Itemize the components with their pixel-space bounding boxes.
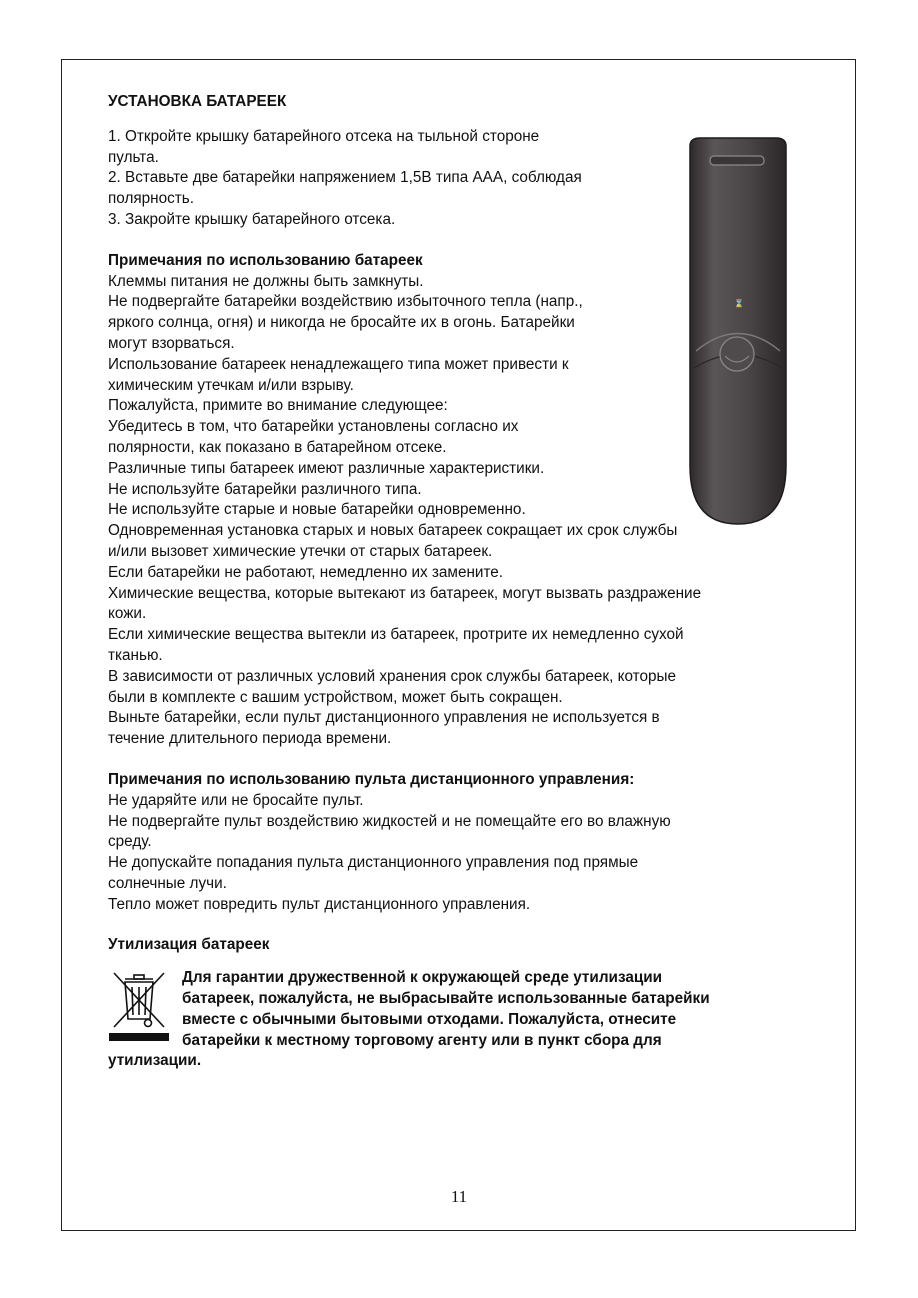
remote-notes-section <box>108 770 823 916</box>
note-line: и/или вызовет химические утечки от старых батареек. <box>108 542 493 560</box>
note-line: Не используйте батарейки различного типа. <box>108 480 422 498</box>
disposal-heading: Утилизация батареек <box>108 936 270 954</box>
remote-notes-heading: Примечания по использованию пульта дистанционного управления: <box>108 770 635 788</box>
battery-notes-heading: Примечания по использованию батареек <box>108 251 423 269</box>
note-line: Не допускайте попадания пульта дистанционного управления под прямые <box>108 854 639 872</box>
install-step-line: 2. Вставьте две батарейки напряжением 1,5В типа ААА, соблюдая <box>108 169 582 187</box>
note-line: Химические вещества, которые вытекают из батареек, могут вызвать раздражение <box>108 584 702 602</box>
note-line: Не ударяйте или не бросайте пульт. <box>108 791 364 809</box>
disposal-notice <box>108 968 823 1072</box>
note-line: яркого солнца, огня) и никогда не бросайте их в огонь. Батарейки <box>108 314 575 332</box>
disposal-section <box>108 935 823 1072</box>
note-line: В зависимости от различных условий хранения срок службы батареек, которые <box>108 667 676 685</box>
note-line: могут взорваться. <box>108 334 235 352</box>
note-line: кожи. <box>108 605 147 623</box>
note-line: Различные типы батареек имеют различные характеристики. <box>108 459 545 477</box>
note-line: Тепло может повредить пульт дистанционного управления. <box>108 895 531 913</box>
crossed-out-wheelie-bin-icon <box>108 971 170 1041</box>
disposal-line: батареек, пожалуйста, не выбрасывайте использованные батарейки <box>182 990 710 1008</box>
note-line: солнечные лучи. <box>108 874 227 892</box>
note-line: Выньте батарейки, если пульт дистанционного управления не используется в <box>108 709 660 727</box>
document-body <box>108 92 823 1072</box>
note-line: Не подвергайте пульт воздействию жидкостей и не помещайте его во влажную <box>108 812 671 830</box>
note-line: Если батарейки не работают, немедленно их замените. <box>108 563 504 581</box>
note-line: тканью. <box>108 646 163 664</box>
disposal-line: вместе с обычными бытовыми отходами. Пожалуйста, отнесите <box>182 1010 677 1028</box>
note-line: Не используйте старые и новые батарейки одновременно. <box>108 501 526 519</box>
page-title: УСТАНОВКА БАТАРЕЕК <box>108 93 287 110</box>
install-steps <box>108 127 683 231</box>
note-line: полярности, как показано в батарейном отсеке. <box>108 438 447 456</box>
note-line: Не подвергайте батарейки воздействию избыточного тепла (напр., <box>108 293 583 311</box>
battery-notes-section <box>108 251 823 750</box>
install-step-line: полярность. <box>108 190 195 208</box>
note-line: Использование батареек ненадлежащего типа может привести к <box>108 355 569 373</box>
note-line: Если химические вещества вытекли из батареек, протрите их немедленно сухой <box>108 626 684 644</box>
note-line: среду. <box>108 833 152 851</box>
disposal-text <box>108 968 823 1051</box>
note-line: Пожалуйста, примите во внимание следующее: <box>108 397 448 415</box>
note-line: течение длительного периода времени. <box>108 730 392 748</box>
disposal-last-line: утилизации. <box>108 1052 202 1070</box>
note-line: химическим утечкам и/или взрыву. <box>108 376 354 394</box>
note-line: были в комплекте с вашим устройством, может быть сокращен. <box>108 688 563 706</box>
disposal-line: Для гарантии дружественной к окружающей среде утилизации <box>182 969 663 987</box>
page-number: 11 <box>450 1187 468 1206</box>
install-step-line: 1. Откройте крышку батарейного отсека на тыльной стороне <box>108 127 540 145</box>
install-step-line: 3. Закройте крышку батарейного отсека. <box>108 210 396 228</box>
note-line: Убедитесь в том, что батарейки установлены согласно их <box>108 418 519 436</box>
install-step-line: пульта. <box>108 148 159 166</box>
note-line: Клеммы питания не должны быть замкнуты. <box>108 272 424 290</box>
svg-text:⌛: ⌛ <box>734 299 744 308</box>
disposal-line: батарейки к местному торговому агенту или в пункт сбора для <box>182 1031 662 1049</box>
note-line: Одновременная установка старых и новых батареек сокращает их срок службы <box>108 522 678 540</box>
